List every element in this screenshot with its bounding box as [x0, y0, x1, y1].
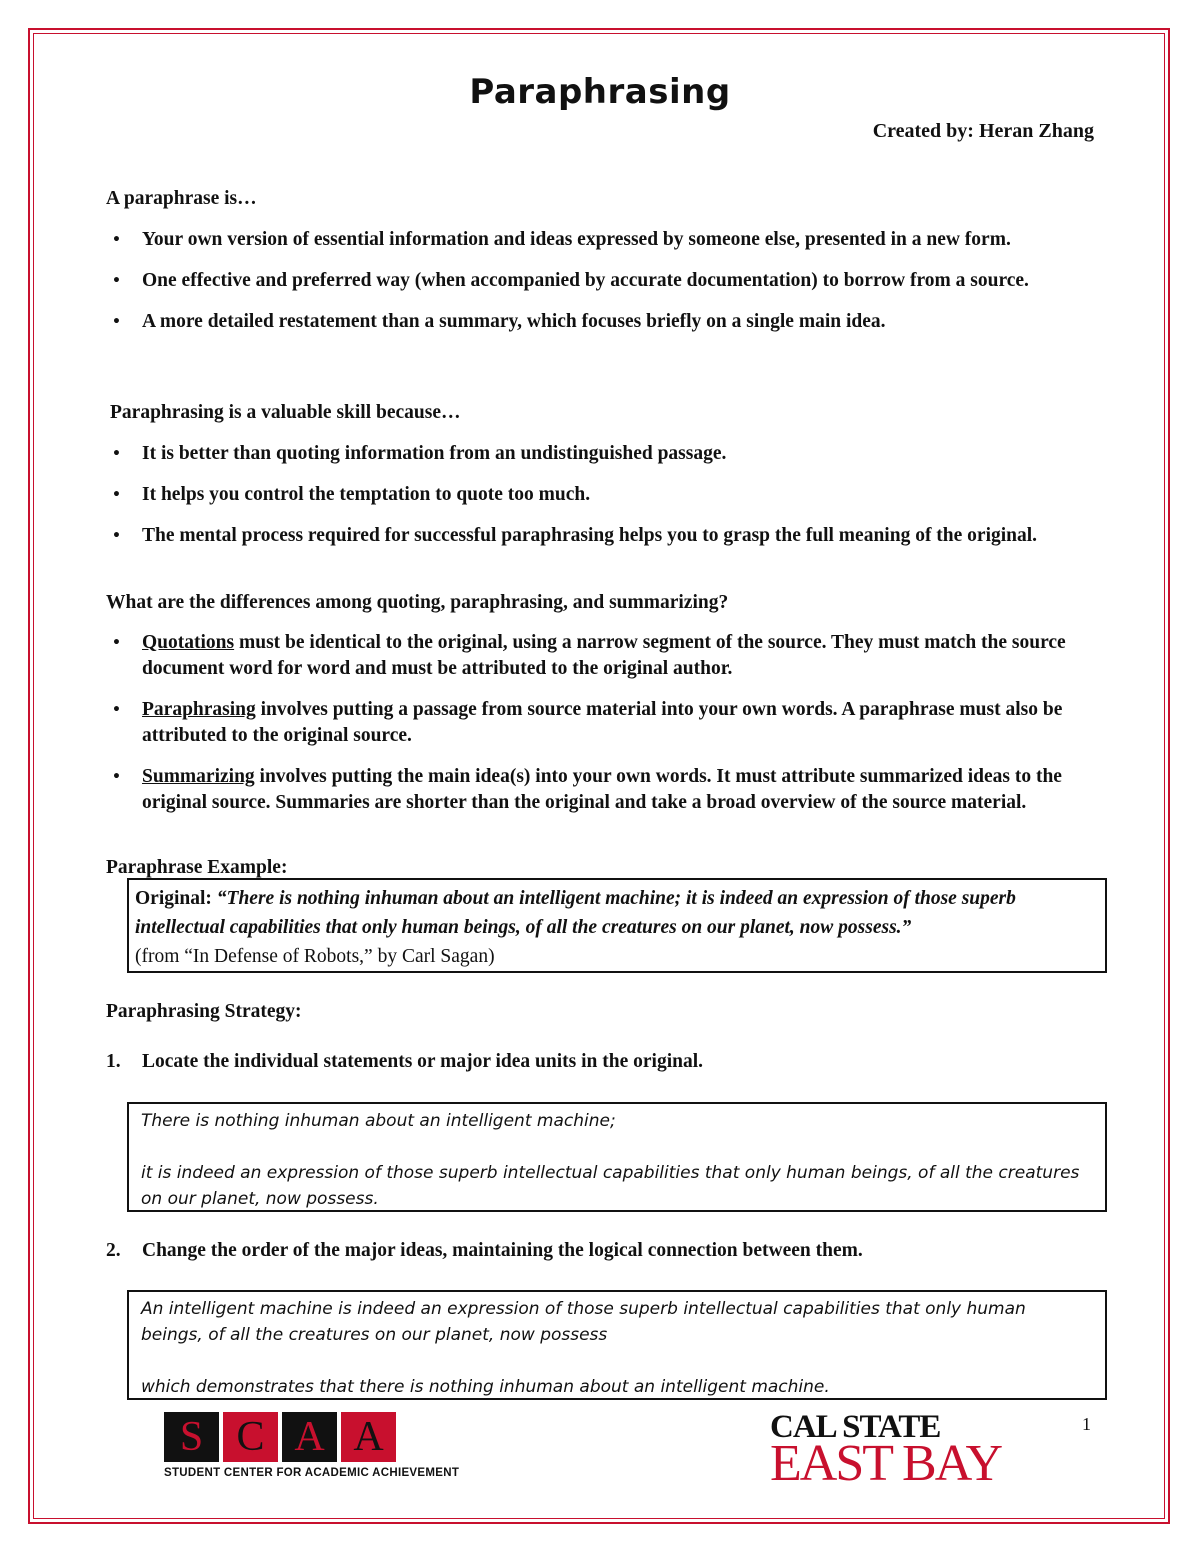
scaa-letter: S	[164, 1412, 219, 1462]
example-quote: “There is nothing inhuman about an intelligent machine; it is indeed an expression of those superb intellectual capabilities that only human beings, of all the creatures on our planet, now possess.”	[135, 888, 1016, 938]
example-box	[127, 878, 1107, 973]
list-item: • The mental process required for successful paraphrasing helps you to grasp the full meaning of the original.	[112, 523, 1092, 549]
bullet-icon: •	[112, 702, 121, 718]
list-item: • One effective and preferred way (when accompanied by accurate documentation) to borrow from a source.	[112, 268, 1092, 294]
example-source: (from “In Defense of Robots,” by Carl Sagan)	[135, 946, 495, 967]
scaa-logo	[164, 1412, 459, 1479]
bullet-icon: •	[112, 487, 121, 503]
scaa-letter: C	[223, 1412, 278, 1462]
step-2-box: An intelligent machine is indeed an expression of those superb intellectual capabilities that only human beings, of all the creatures on our planet, now possess which demonstrates that there is nothing inhuman about an intelligent machine.	[127, 1290, 1107, 1400]
page-title: Paraphrasing	[469, 72, 731, 112]
scaa-letter: A	[341, 1412, 396, 1462]
value-list	[112, 441, 1092, 564]
list-item: • Your own version of essential information and ideas expressed by someone else, presented in a new form.	[112, 227, 1092, 253]
bullet-icon: •	[112, 635, 121, 651]
section-heading-differences: What are the differences among quoting, paraphrasing, and summarizing?	[106, 592, 729, 613]
example-label: Original:	[135, 888, 217, 909]
term-quotations: Quotations	[142, 632, 235, 653]
bullet-icon: •	[112, 232, 121, 248]
section-heading-value: Paraphrasing is a valuable skill because…	[110, 402, 461, 423]
term-paraphrasing: Paraphrasing	[142, 699, 256, 720]
step-1-box: There is nothing inhuman about an intelligent machine; it is indeed an expression of those superb intellectual capabilities that only human beings, of all the creatures on our planet, now possess.	[127, 1102, 1107, 1212]
definition-list	[112, 227, 1092, 350]
csu-logo-line2: EAST BAY	[770, 1435, 1002, 1492]
differences-list	[112, 630, 1092, 831]
scaa-letter: A	[282, 1412, 337, 1462]
strategy-step-1: 1. Locate the individual statements or major idea units in the original.	[106, 1051, 703, 1072]
author-credit: Created by: Heran Zhang	[872, 120, 1094, 142]
strategy-step-2: 2. Change the order of the major ideas, maintaining the logical connection between them.	[106, 1240, 863, 1261]
list-item: • It helps you control the temptation to quote too much.	[112, 482, 1092, 508]
list-item: • Quotations must be identical to the original, using a narrow segment of the source. They must match the source document word for word and must be attributed to the original author.	[112, 632, 1066, 679]
example-heading: Paraphrase Example:	[106, 857, 288, 878]
bullet-icon: •	[112, 528, 121, 544]
bullet-icon: •	[112, 314, 121, 330]
list-item: • Paraphrasing involves putting a passage from source material into your own words. A paraphrase must also be attributed to the original source.	[112, 699, 1063, 746]
scaa-subtitle: STUDENT CENTER FOR ACADEMIC ACHIEVEMENT	[164, 1467, 460, 1479]
bullet-icon: •	[112, 769, 121, 785]
page-number: 1	[1082, 1414, 1091, 1434]
term-summarizing: Summarizing	[142, 766, 255, 787]
bullet-icon: •	[112, 273, 121, 289]
list-item: • It is better than quoting information from an undistinguished passage.	[112, 441, 1092, 467]
csu-logo-line1: CAL STATE	[770, 1409, 941, 1445]
strategy-heading: Paraphrasing Strategy:	[106, 1001, 302, 1022]
list-item: • Summarizing involves putting the main idea(s) into your own words. It must attribute summarized ideas to the original source. Summaries are shorter than the original and take a broad overview of the source material.	[112, 766, 1062, 813]
section-heading-definition: A paraphrase is…	[106, 188, 257, 209]
bullet-icon: •	[112, 446, 121, 462]
cal-state-east-bay-logo	[770, 1409, 1002, 1492]
list-item: • A more detailed restatement than a summary, which focuses briefly on a single main idea.	[112, 309, 1092, 335]
